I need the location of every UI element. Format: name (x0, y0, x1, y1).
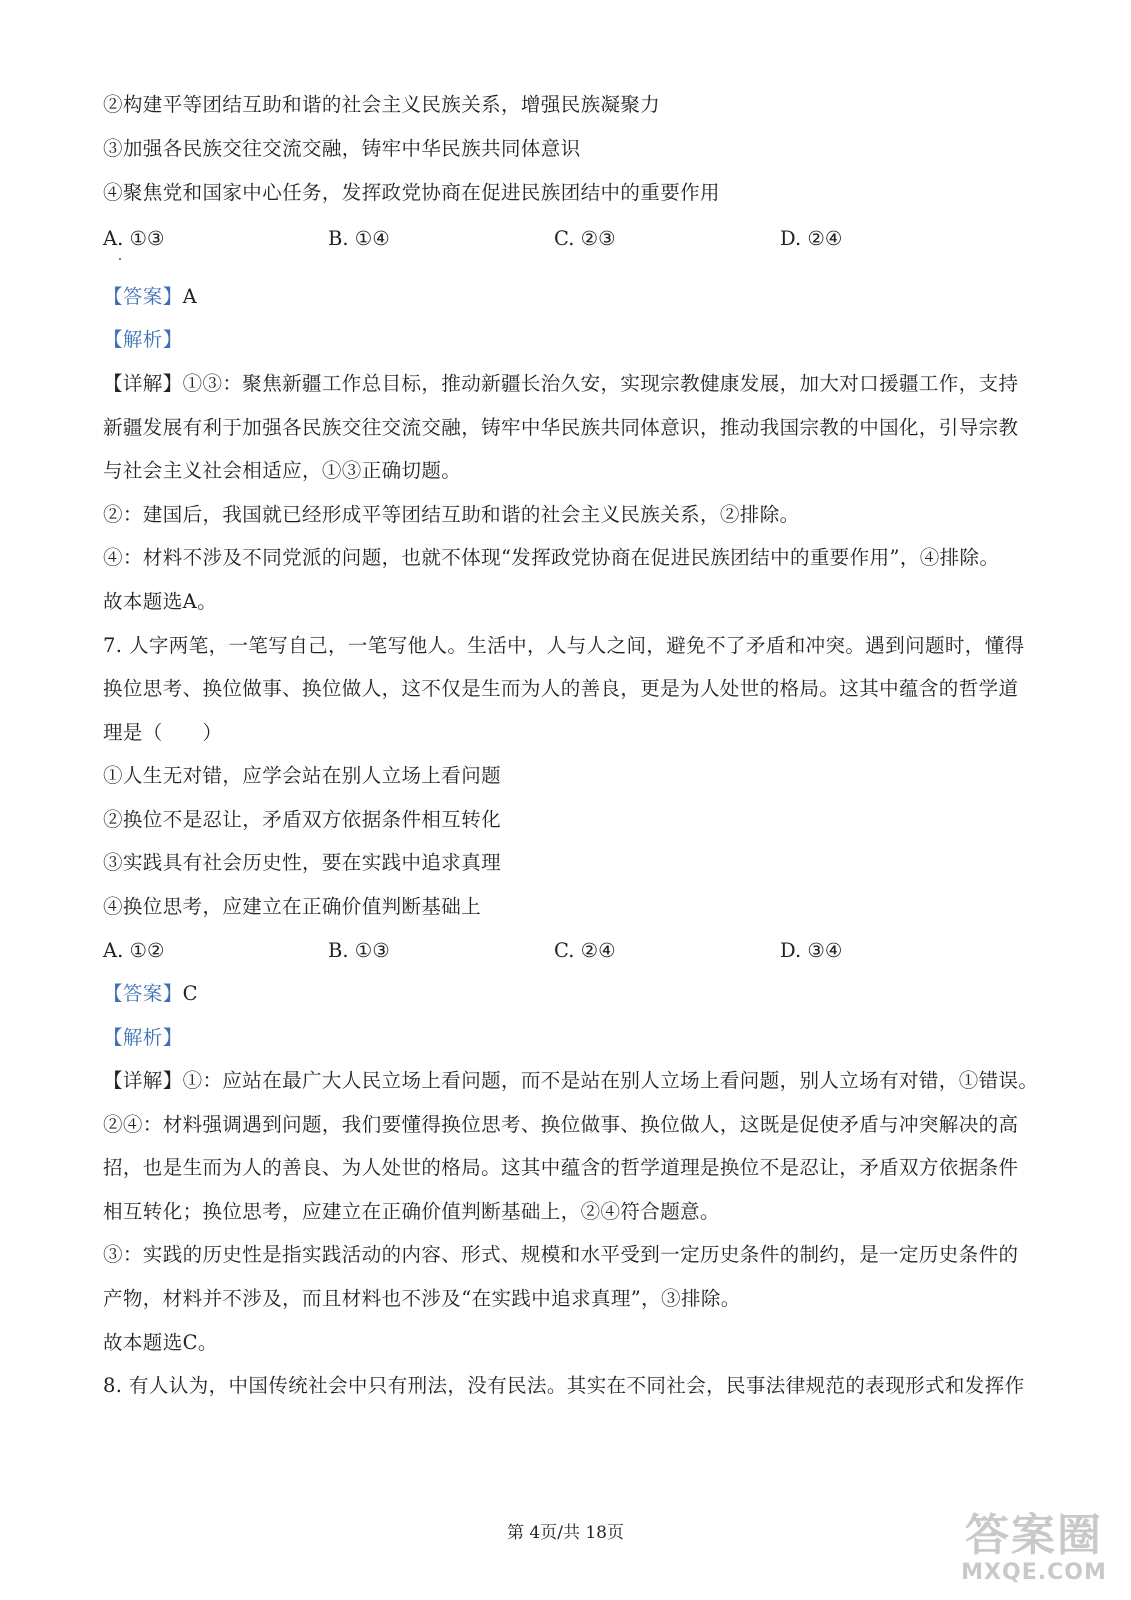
answer-tag: 【答案】 (103, 285, 183, 308)
stray-dot (119, 258, 121, 260)
q7-stem-line: 7. 人字两笔，一笔写自己，一笔写他人。生活中，人与人之间，避免不了矛盾和冲突。遇到问题时，懂得 (103, 634, 1025, 657)
q7-option-c: C. ②④ (554, 939, 616, 962)
q7-option-d: D. ③④ (780, 939, 843, 962)
q6-answer (103, 284, 197, 310)
q7-detail-line: ③：实践的历史性是指实践活动的内容、形式、规模和水平受到一定历史条件的制约，是一定历史条件的 (103, 1243, 1019, 1266)
q6-detail-line: 与社会主义社会相适应，①③正确切题。 (103, 459, 462, 482)
answer-value: C (182, 982, 198, 1005)
q6-analysis (103, 327, 183, 353)
watermark-url: MXQE.COM (961, 1560, 1107, 1585)
watermark-logo (949, 1512, 1119, 1594)
q6-detail-line (103, 371, 1018, 397)
q7-analysis (103, 1025, 183, 1051)
q7-stem-line: 理是（ ） (103, 721, 223, 744)
q8-stem-line: 8. 有人认为，中国传统社会中只有刑法，没有民法。其实在不同社会，民事法律规范的表现形式和发挥作 (103, 1374, 1025, 1397)
q7-detail-line (103, 1068, 1038, 1094)
answer-value: A (182, 285, 198, 308)
q6-item-3: ③加强各民族交往交流交融，铸牢中华民族共同体意识 (103, 137, 581, 160)
q6-conclusion: 故本题选A。 (103, 590, 217, 613)
q7-detail-line: 产物，材料并不涉及，而且材料也不涉及“在实践中追求真理”，③排除。 (103, 1287, 741, 1310)
analysis-tag: 【解析】 (103, 1026, 183, 1049)
watermark-title: 答案圈 (965, 1510, 1103, 1561)
q6-detail-line: 新疆发展有利于加强各民族交往交流交融，铸牢中华民族共同体意识，推动我国宗教的中国化，引导宗教 (103, 416, 1019, 439)
q7-detail-line: ②④：材料强调遇到问题，我们要懂得换位思考、换位做事、换位做人，这既是促使矛盾与冲突解决的高 (103, 1113, 1019, 1136)
q6-detail-line: ④：材料不涉及不同党派的问题，也就不体现“发挥政党协商在促进民族团结中的重要作用”，④排除。 (103, 546, 1000, 569)
q7-detail-line: 相互转化；换位思考，应建立在正确价值判断基础上，②④符合题意。 (103, 1200, 720, 1223)
detail-text: ①：应站在最广大人民立场上看问题，而不是站在别人立场上看问题，别人立场有对错，①错误。 (182, 1069, 1039, 1092)
q7-option-b: B. ①③ (328, 939, 390, 962)
q6-detail-line: ②：建国后，我国就已经形成平等团结互助和谐的社会主义民族关系，②排除。 (103, 503, 800, 526)
q7-answer (103, 981, 198, 1007)
q6-option-d: D. ②④ (780, 227, 843, 250)
page-number: 第 4页/共 18页 (507, 1523, 624, 1543)
answer-tag: 【答案】 (103, 982, 183, 1005)
q7-detail-line: 招，也是生而为人的善良、为人处世的格局。这其中蕴含的哲学道理是换位不是忍让，矛盾双方依据条件 (103, 1156, 1019, 1179)
q7-item-3: ③实践具有社会历史性，要在实践中追求真理 (103, 851, 502, 874)
detail-text: ①③：聚焦新疆工作总目标，推动新疆长治久安，实现宗教健康发展，加大对口援疆工作，支持 (182, 372, 1019, 395)
q7-stem-line: 换位思考、换位做事、换位做人，这不仅是生而为人的善良，更是为人处世的格局。这其中蕴含的哲学道 (103, 677, 1019, 700)
detail-tag: 【详解】 (103, 372, 183, 395)
q6-item-4: ④聚焦党和国家中心任务，发挥政党协商在促进民族团结中的重要作用 (103, 181, 720, 204)
q7-item-1: ①人生无对错，应学会站在别人立场上看问题 (103, 764, 502, 787)
analysis-tag: 【解析】 (103, 328, 183, 351)
q6-option-b: B. ①④ (328, 227, 390, 250)
q7-item-2: ②换位不是忍让，矛盾双方依据条件相互转化 (103, 808, 502, 831)
q7-conclusion: 故本题选C。 (103, 1331, 218, 1354)
q6-item-2: ②构建平等团结互助和谐的社会主义民族关系，增强民族凝聚力 (103, 93, 661, 116)
q6-option-a: A. ①③ (103, 227, 165, 250)
q6-option-c: C. ②③ (554, 227, 616, 250)
q7-option-a: A. ①② (103, 939, 165, 962)
detail-tag: 【详解】 (103, 1069, 183, 1092)
q7-item-4: ④换位思考，应建立在正确价值判断基础上 (103, 895, 482, 918)
